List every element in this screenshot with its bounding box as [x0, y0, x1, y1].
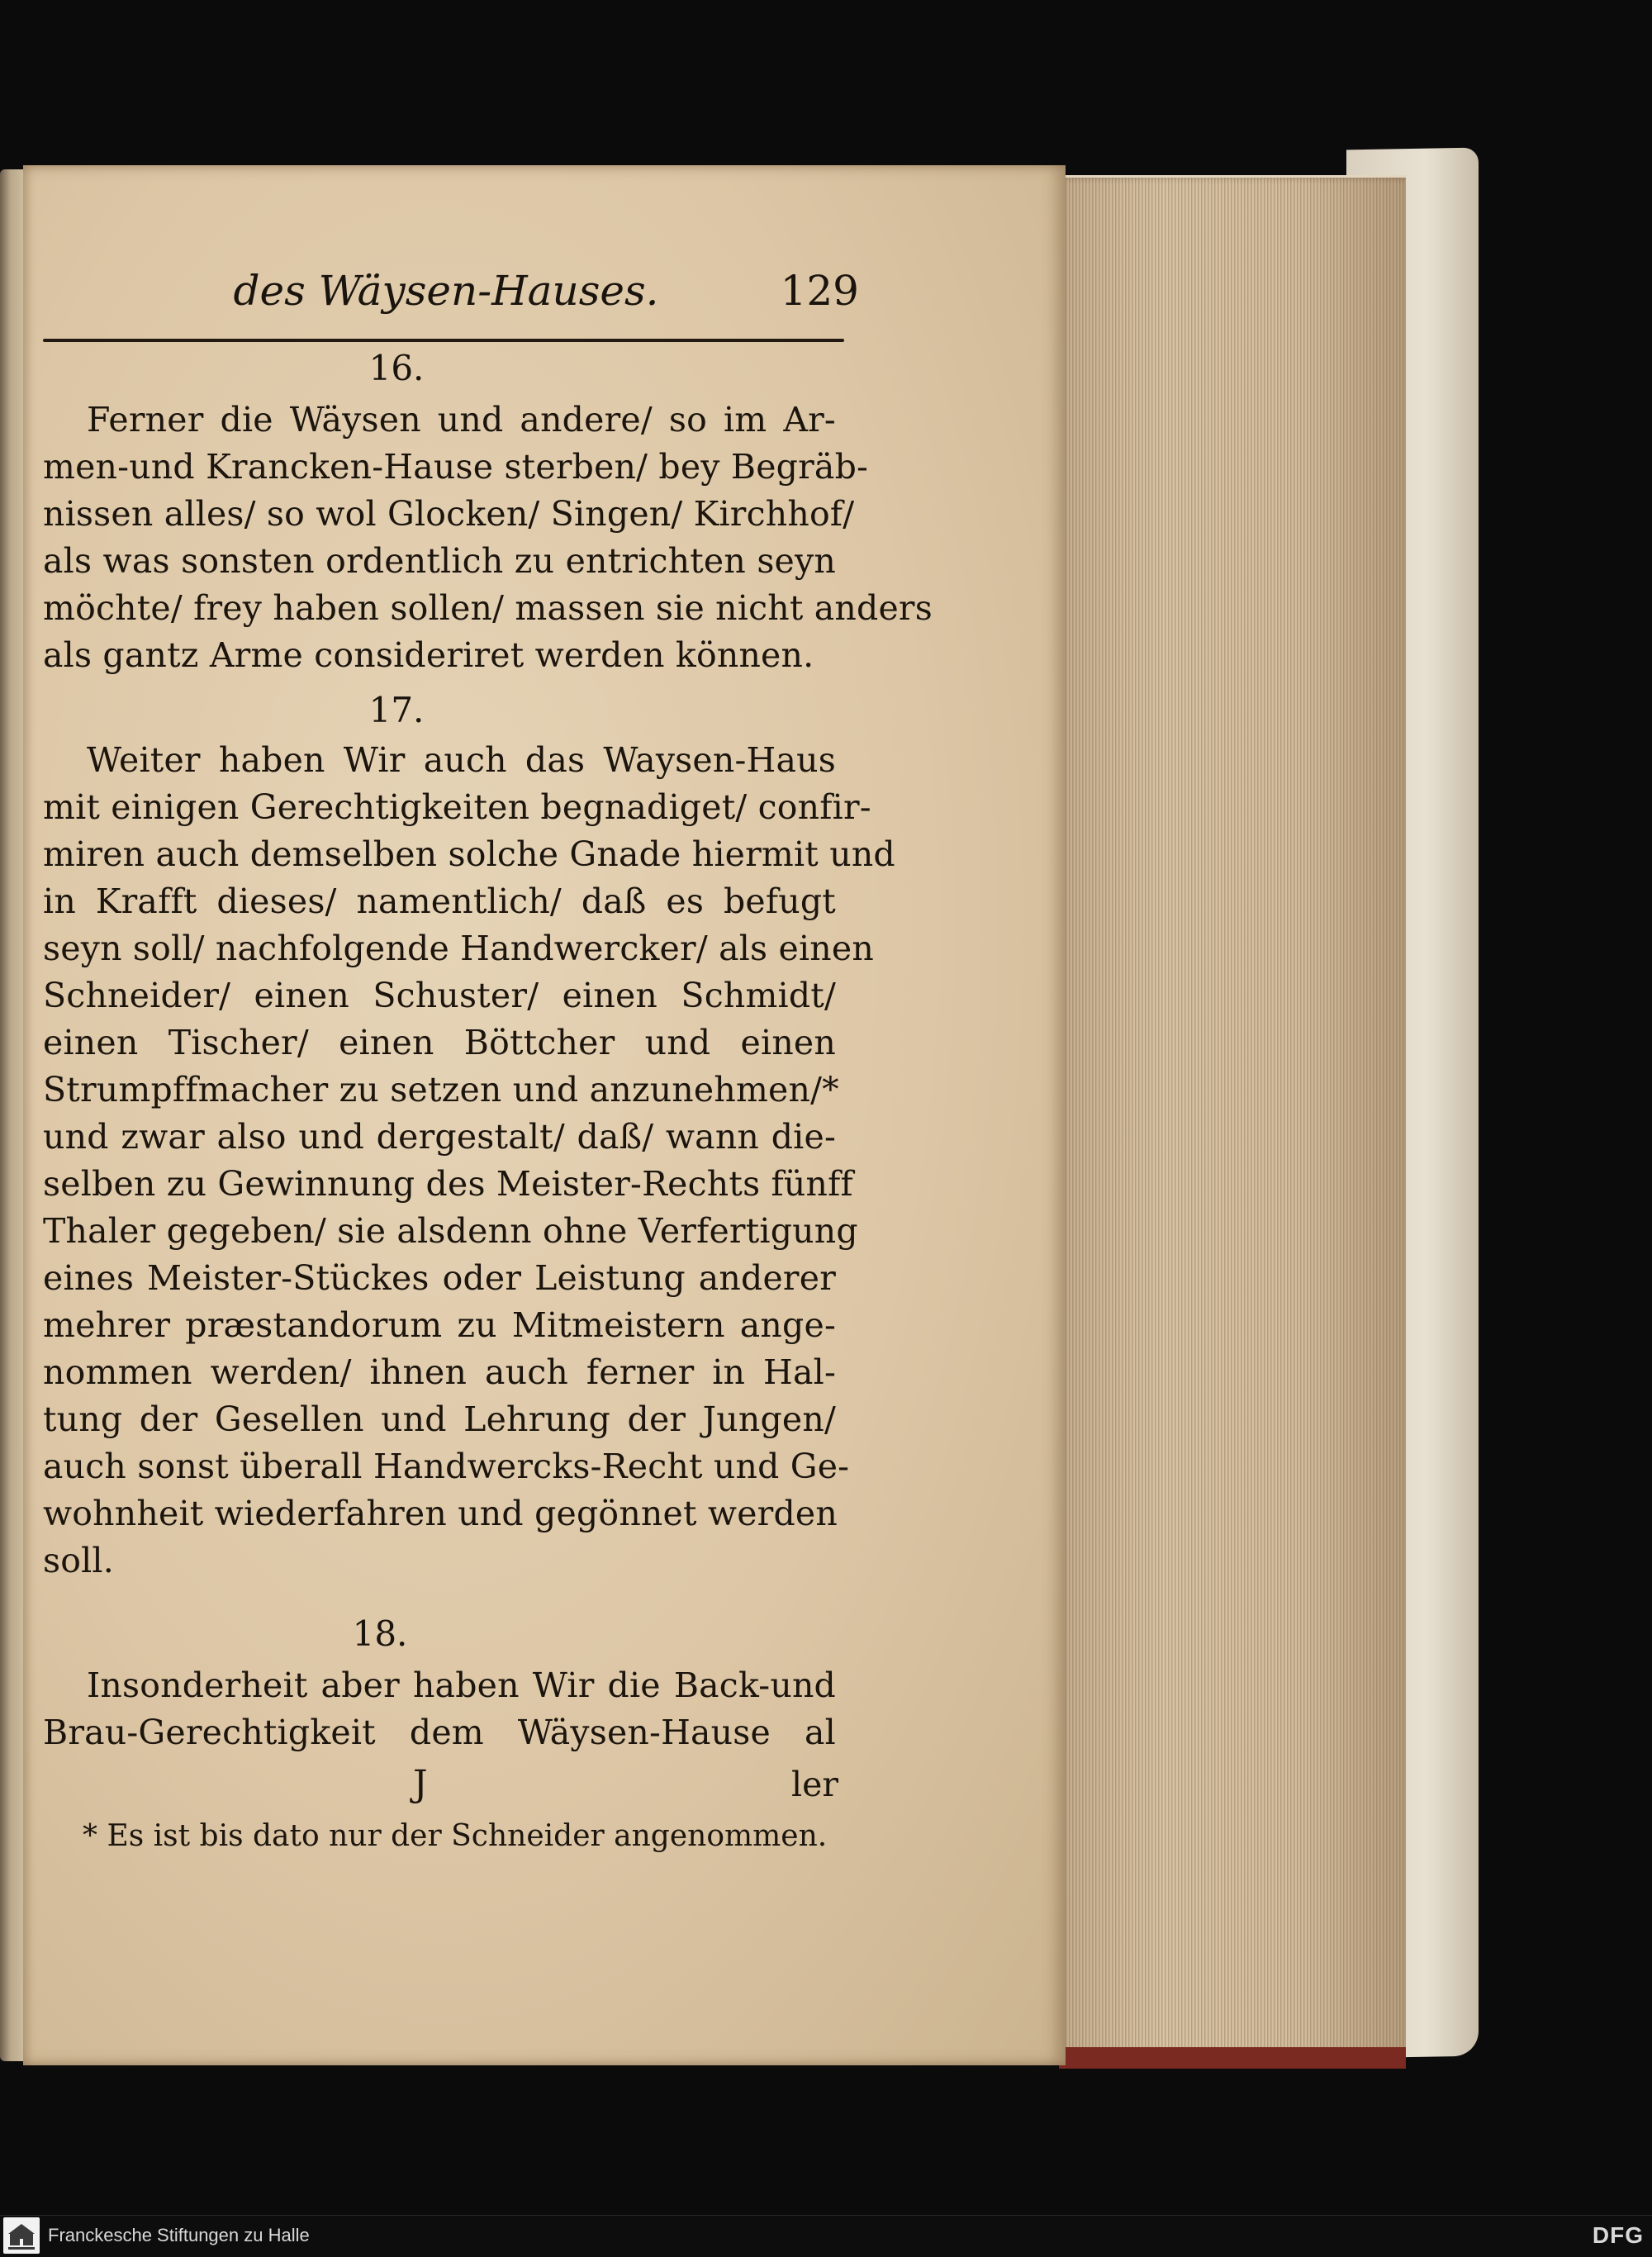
section-number: 16.: [368, 348, 425, 388]
header-rule: [43, 339, 844, 342]
text-line: als was sonsten ordentlich zu entrichten seyn: [43, 541, 836, 581]
text-line: wohnheit wiederfahren und gegönnet werden: [43, 1494, 838, 1533]
section-number: 18.: [352, 1613, 408, 1654]
text-line: nommen werden/ ihnen auch ferner in Hal-: [43, 1352, 836, 1392]
text-line: selben zu Gewinnung des Meister-Rechts fünff: [43, 1164, 853, 1204]
book-cover-edge: [1059, 2047, 1406, 2069]
text-line: mehrer præstandorum zu Mitmeistern ange-: [43, 1305, 836, 1345]
text-line: in Krafft dieses/ namentlich/ daß es befugt: [43, 881, 836, 921]
text-line: als gantz Arme consideriret werden können.: [43, 635, 814, 675]
text-line: tung der Gesellen und Lehrung der Jungen/: [43, 1399, 836, 1439]
signature-mark: J: [413, 1763, 428, 1805]
text-line: auch sonst überall Handwercks-Recht und Ge-: [43, 1447, 850, 1486]
text-line: Ferner die Wäysen und andere/ so im Ar-: [87, 400, 836, 440]
text-line: men-und Krancken-Hause sterben/ bey Begräb-: [43, 447, 869, 487]
text-line: miren auch demselben solche Gnade hiermit und: [43, 834, 895, 874]
section-number: 17.: [368, 690, 425, 730]
text-line: seyn soll/ nachfolgende Handwercker/ als einen: [43, 929, 874, 968]
text-line: soll.: [43, 1541, 114, 1580]
running-head: des Wäysen-Hauses.: [233, 267, 659, 315]
text-line: Weiter haben Wir auch das Waysen-Haus: [87, 740, 836, 780]
institution-logo-icon: [3, 2217, 40, 2254]
text-line: Insonderheit aber haben Wir die Back-und: [87, 1665, 836, 1705]
page-edge-block: [1059, 175, 1406, 2055]
catchword: ler: [791, 1765, 838, 1804]
facing-page-edge: [0, 169, 23, 2061]
text-line: einen Tischer/ einen Böttcher und einen: [43, 1023, 836, 1062]
text-line: Brau-Gerechtigkeit dem Wäysen-Hause al: [43, 1713, 836, 1752]
text-line: Thaler gegeben/ sie alsdenn ohne Verfertigung: [43, 1211, 858, 1251]
text-line: und zwar also und dergestalt/ daß/ wann die-: [43, 1117, 836, 1157]
page-number: 129: [780, 267, 859, 315]
text-line: nissen alles/ so wol Glocken/ Singen/ Kirchhof/: [43, 494, 855, 534]
footnote: * Es ist bis dato nur der Schneider angenommen.: [83, 1819, 828, 1853]
institution-name: Franckesche Stiftungen zu Halle: [48, 2225, 310, 2245]
text-line: Strumpffmacher zu setzen und anzunehmen/*: [43, 1070, 839, 1109]
text-line: möchte/ frey haben sollen/ massen sie nicht anders: [43, 588, 933, 628]
text-line: eines Meister-Stückes oder Leistung anderer: [43, 1258, 836, 1298]
text-line: Schneider/ einen Schuster/ einen Schmidt/: [43, 976, 836, 1015]
funder-logo: DFG: [1592, 2222, 1644, 2248]
text-line: mit einigen Gerechtigkeiten begnadiget/ confir-: [43, 787, 871, 827]
